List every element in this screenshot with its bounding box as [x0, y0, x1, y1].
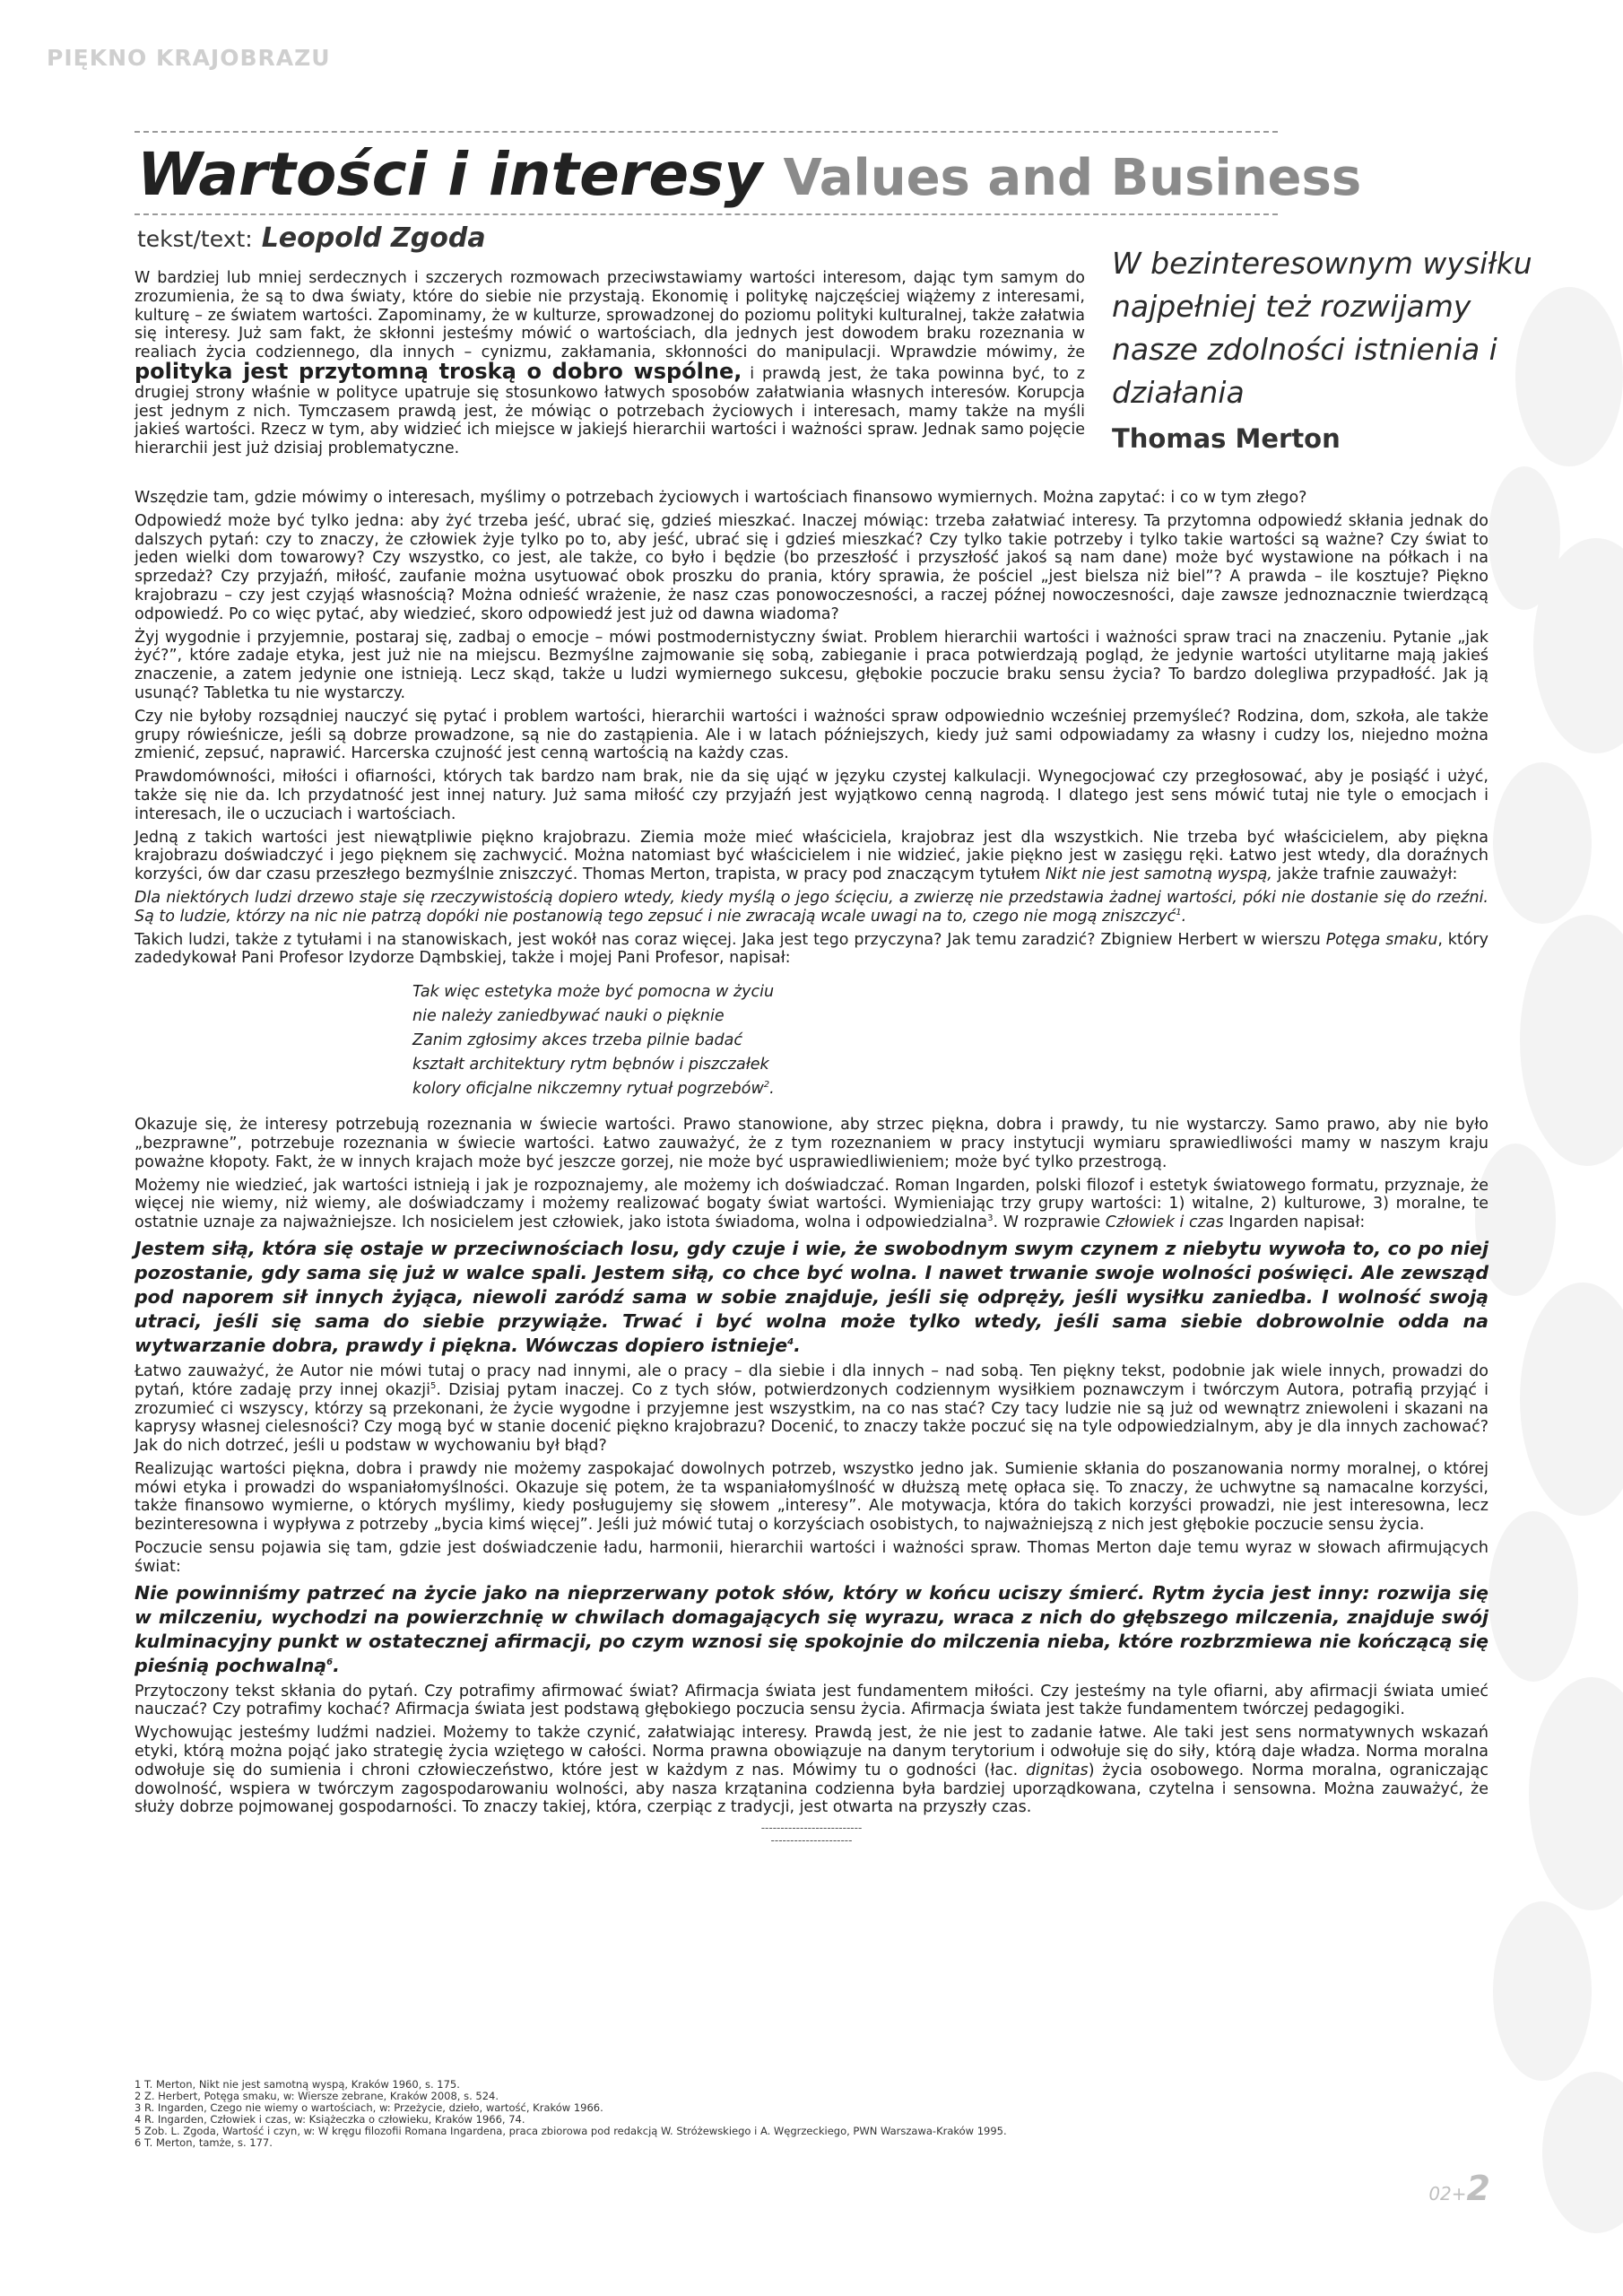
poem-line: Tak więc estetyka może być pomocna w życiu: [412, 983, 775, 1002]
footnote: 4 R. Ingarden, Człowiek i czas, w: Książeczka o człowieku, Kraków 1966, 74.: [135, 2113, 525, 2126]
article-body: [135, 489, 1488, 1847]
poem-line: Zanim zgłosimy akces trzeba pilnie badać: [412, 1031, 742, 1050]
page-number: [1428, 2169, 1490, 2208]
footnote-ref: 6: [326, 1657, 334, 1667]
byline-label: tekst/text:: [137, 226, 253, 252]
body-paragraph: [135, 931, 1488, 969]
body-paragraph: Prawdomówności, miłości i ofiarności, których tak bardzo nam brak, nie da się ująć w języku czystej kalkulacji. Wynegocjować czy przegłosować, aby je posiąść i użyć, także się nie da. Ich przydatność jest innej natury. Już sama miłość czy przyjaźń jest wyjątkowo cenną nagrodą. I dlatego jest sens mówić tutaj nie tyle o emocjach i interesach, ile o uczuciach i wartościach.: [135, 768, 1488, 823]
epigraph-author: Thomas Merton: [1112, 423, 1341, 454]
footnote: 1 T. Merton, Nikt nie jest samotną wyspą, Kraków 1960, s. 175.: [135, 2078, 460, 2091]
footnote: 5 Zob. L. Zgoda, Wartość i czyn, w: W kręgu filozofii Romana Ingardena, praca zbiorowa pod redakcją W. Stróżewskiego i A. Węgrzeckiego, PWN Warszawa-Kraków 1995.: [135, 2125, 1007, 2137]
intro-text-a: W bardziej lub mniej serdecznych i szczerych rozmowach przeciwstawiamy wartości interesom, dając tym samym do zrozumienia, że są to dwa światy, które do siebie nie przystają. Ekonomię i politykę najczęściej wiążemy z interesami, kulturę – ze światem wartości. Zapominamy, że w kulturze, sprowadzonej do poziomu polityki kulturalnej, także załatwia się interesy. Już sam fakt, że skłonni jesteśmy mówić o wartościach, dla jednych jest dowodem braku rozeznania w realiach życia codziennego, dla innych – cynizmu, zakłamania, skłonności do manipulacji. Wprawdzie mówimy, że: [135, 269, 1085, 362]
body-paragraph: Przytoczony tekst skłania do pytań. Czy potrafimy afirmować świat? Afirmacja świata jest fundamentem miłości. Czy jesteśmy na tyle ofiarni, aby afirmacji świata umieć nauczać? Czy potrafimy kochać? Afirmacja świata jest podstawą głębokiego poczucia sensu życia. Afirmacja świata jest także fundamentem twórczej pedagogiki.: [135, 1682, 1488, 1719]
byline-author: Leopold Zgoda: [261, 222, 486, 254]
footnote: 2 Z. Herbert, Potęga smaku, w: Wiersze zebrane, Kraków 2008, s. 524.: [135, 2090, 499, 2102]
intro-text-b: i prawdą jest, że taka powinna być, to z drugiej strony właśnie w polityce upatruje się stosunkowo łatwych sposobów załatwiania własnych interesów. Korupcja jest jednym z nich. Tymczasem prawdą jest, że mówiąc o potrzebach życiowych i interesach, mamy także na myśli jakieś wartości. Rzecz w tym, aby widzieć ich miejsce w jakiejś hierarchii wartości i ważności spraw. Jednak samo pojęcie hierarchii jest już dzisiaj problematyczne.: [135, 364, 1085, 458]
end-rule: -------------------------- ---------------------: [760, 1822, 863, 1848]
quote-text: Dla niektórych ludzi drzewo staje się rzeczywistością dopiero wtedy, kiedy myślą o jego ścięciu, a zwierzę nie przedstawia żadnej wartości, póki nie dostanie się do rzeźni. Są to ludzie, którzy na nic nie patrzą dopóki nie postanowią tego zepsuć i nie zwracają wcale uwagi na to, czego nie mogą zniszczyć: [135, 888, 1488, 926]
text-span: Możemy nie wiedzieć, jak wartości istnieją i jak je rozpoznajemy, ale możemy ich doświadczać. Roman Ingarden, polski filozof i estetyk światowego formatu, przyznaje, że więcej nie wiemy, niż wiemy, ale doświadczamy i możemy realizować bogaty świat wartości. Wymieniając trzy grupy wartości: 1) witalne, 2) kulturowe, 3) moralne, te ostatnie uznaje za najważniejsze. Ich nosicielem jest człowiek, jako istota świadoma, wolna i odpowiedzialna: [135, 1176, 1488, 1232]
text-span: . W rozprawie: [993, 1213, 1101, 1232]
intro-paragraph: [135, 269, 1085, 458]
body-paragraph: [135, 1724, 1488, 1817]
quote-text: Nie powinniśmy patrzeć na życie jako na nieprzerwany potok słów, który w końcu uciszy śmierć. Rytm życia jest inny: rozwija się w milczeniu, wychodzi na powierzchnię w chwilach domagających się wyrazu, wraca z nich do głębszego milczenia, znajduje swój kulminacyjny punkt w ostatecznej afirmacji, po czym wznosi się spokojnie do milczenia nieba, które rozbrzmiewa nie kończącą się pieśnią pochwalną: [135, 1581, 1488, 1676]
body-paragraph: [135, 829, 1488, 884]
running-head: PIĘKNO KRAJOBRAZU: [47, 45, 331, 71]
title-english: Values and Business: [783, 149, 1362, 207]
body-paragraph: Czy nie byłoby rozsądniej nauczyć się pytać i problem wartości, hierarchii wartości i ważności spraw odpowiednio wcześniej przemyśleć? Rodzina, dom, szkoła, ale także grupy rówieśnicze, jeśli są dobrze prowadzone, są nie do zastąpienia. Ale i w latach późniejszych, kiedy już sami odpowiadamy za własny i cudzy los, niejedno można zmienić, zepsuć, naprawić. Harcerska czujność jest cenną wartością na każdy czas.: [135, 707, 1488, 763]
footnote: 6 T. Merton, tamże, s. 177.: [135, 2136, 273, 2149]
text-span: . Dzisiaj pytam inaczej. Co z tych słów, potwierdzonych codziennym wysiłkiem poznawczym i twórczym Autora, potrafią przyjąć i zrozumieć ci wszyscy, którzy są przekonani, że życie wygodne i przyjemne jest wszystkim, na co nas stać? Czy tacy ludzie nie są już od wewnątrz zniewoleni i skazani na kaprysy własnej cielesności? Czy mogą być w stanie docenić piękno krajobrazu? Docenić, to znaczy także poczuć się na tyle odpowiedzialnym, aby je dla innych zachować? Jak do nich dotrzeć, jeśli u podstaw w wychowaniu był błąd?: [135, 1380, 1489, 1456]
text-span: , który zadedykował Pani Profesor Izydorze Dąmbskiej, także i mojej Pani Profesor, napisał:: [135, 930, 1488, 968]
poem-line-text: kolory oficjalne nikczemny rytuał pogrzebów: [412, 1080, 764, 1099]
poem-line: nie należy zaniedbywać nauki o pięknie: [412, 1007, 725, 1026]
text-span: Wychowując jesteśmy ludźmi nadziei. Możemy to także czynić, załatwiając interesy. Prawdą jest, że nie jest to zadanie łatwe. Ale taki jest sens normatywnych wskazań etyki, którą można pojąć jako strategię życia wziętego w całości. Norma prawna obowiązuje na danym terytorium i odwołuje się do siły, którą daje władza. Norma moralna odwołuje się do sumienia i chroni człowieczeństwo, które jest w każdym z nas. Mówimy tu o godności (łac.: [135, 1724, 1488, 1779]
body-paragraph: [135, 1177, 1488, 1232]
footnote-ref: 1: [1176, 907, 1182, 918]
book-title: Nikt nie jest samotną wyspą,: [1045, 865, 1272, 884]
body-paragraph: Poczucie sensu pojawia się tam, gdzie jest doświadczenie ładu, harmonii, hierarchii wartości i ważności spraw. Thomas Merton daje temu wyraz w słowach afirmujących świat:: [135, 1539, 1488, 1576]
poem-title: Potęga smaku: [1325, 930, 1438, 949]
body-paragraph: Żyj wygodnie i przyjemnie, postaraj się, zadbaj o emocje – mówi postmodernistyczny świat. Problem hierarchii wartości i ważności spraw traci na znaczeniu. Pytanie „jak żyć?”, które zadaje etyka, jest już nie na miejscu. Bezmyślne zajmowanie się sobą, zabieganie i praca potwierdzają pogląd, że jedynie wartości utylitarne mają jakieś znaczenie, a zatem jedynie one istnieją. Lecz skąd, także u ludzi wymiernego sukcesu, głębokie poczucie braku sensu życia? To bardzo dolegliwa przypadłość. Jak ją usunąć? Tabletka tu nie wystarczy.: [135, 628, 1488, 702]
footnote-ref: 5: [430, 1380, 437, 1391]
article-title: [137, 142, 1361, 212]
footnote: 3 R. Ingarden, Czego nie wiemy o wartościach, w: Przeżycie, dzieło, wartość, Kraków 1966.: [135, 2101, 603, 2114]
book-title: Człowiek i czas: [1105, 1213, 1224, 1232]
footnote-ref: 2: [763, 1080, 770, 1091]
page-number-big: 2: [1466, 2169, 1490, 2208]
text-span: Ingarden napisał:: [1228, 1213, 1366, 1232]
footnotes: [135, 2079, 1211, 2149]
poem-line-last: kolory oficjalne nikczemny rytuał pogrzebów$^2$.: [412, 1080, 775, 1099]
latin-term: dignitas: [1025, 1761, 1089, 1779]
text-span: Łatwo zauważyć, że Autor nie mówi tutaj o pracy nad innymi, ale o pracy – dla siebie i dla innych – nad sobą. Ten piękny tekst, podobnie jak wiele innych, prowadzi do pytań, które zadaję przy innej okazji: [135, 1361, 1488, 1399]
body-paragraph: [135, 1362, 1488, 1456]
herbert-poem: [412, 980, 1488, 1101]
body-paragraph: Wszędzie tam, gdzie mówimy o interesach, myślimy o potrzebach życiowych i wartościach finansowo wymiernych. Można zapytać: i co w tym złego?: [135, 489, 1307, 507]
poem-line: kształt architektury rytm bębnów i piszczałek: [412, 1056, 769, 1074]
byline: [137, 222, 486, 254]
quote-text: Jestem siłą, która się ostaje w przeciwnościach losu, gdy czuje i wie, że swobodnym swym czynem z niebytu wywoła to, co po niej pozostanie, gdy sama się już w walce spali. Jestem siłą, co chce być wolna. I nawet trwanie swoje wolności poświęci. Ale zewsząd pod naporem sił innych żyjąca, niewoli zaródź sama w sobie znajduje, jeśli się odpręży, jeśli wysiłku zaniedba. I wolność swoją utraci, jeśli się sama do siebie przywiąże. Trwać i być wolna może tylko wtedy, jeśli sama siebie dobrowolnie odda na wytwarzanie dobra, prawdy i piękna. Wówczas dopiero istnieje: [135, 1237, 1488, 1356]
merton-quote-1: Dla niektórych ludzi drzewo staje się rzeczywistością dopiero wtedy, kiedy myślą o jego ścięciu, a zwierzę nie przedstawia żadnej wartości, póki nie dostanie się do rzeźni. Są to ludzie, którzy na nic nie patrzą dopóki nie postanowią tego zepsuć i nie zwracają wcale uwagi na to, czego nie mogą zniszczyć$^1$.: [135, 888, 1488, 926]
intro-highlight: polityka jest przytomną troską o dobro wspólne,: [135, 358, 742, 384]
bottom-dashed-rule: [135, 213, 1278, 215]
ingarden-quote: Jestem siłą, która się ostaje w przeciwnościach losu, gdy czuje i wie, że swobodnym swym czynem z niebytu wywoła to, co po niej pozostanie, gdy sama się już w walce spali. Jestem siłą, co chce być wolna. I nawet trwanie swoje wolności poświęci. Ale zewsząd pod naporem sił innych żyjąca, niewoli zaródź sama w sobie znajduje, jeśli się odpręży, jeśli wysiłku zaniedba. I wolność swoją utraci, jeśli się sama do siebie przywiąże. Trwać i być wolna może tylko wtedy, jeśli sama siebie dobrowolnie odda na wytwarzanie dobra, prawdy i piękna. Wówczas dopiero istnieje$^4$.: [135, 1237, 1488, 1356]
intro-column: [135, 269, 1085, 463]
text-span: Jedną z takich wartości jest niewątpliwie piękno krajobrazu. Ziemia może mieć właściciela, krajobraz jest dla wszystkich. Nie trzeba być właścicielem, aby piękna krajobrazu doświadczyć i jego pięknem się zachwycić. Można natomiast być właścicielem i nie widzieć, jakie piękno jest w zasięgu ręki. Łatwo jest wtedy, dla doraźnych korzyści, ów dar czasu przeszłego bezmyślnie zniszczyć. Thomas Merton, trapista, w pracy pod znaczącym tytułem: [135, 828, 1488, 884]
body-paragraph: Odpowiedź może być tylko jedna: aby żyć trzeba jeść, ubrać się, gdzieś mieszkać. Inaczej mówiąc: trzeba załatwiać interesy. Ta przytomna odpowiedź skłania jednak do dalszych pytań: czy to znaczy, że człowiek żyje tylko po to, aby jeść, ubrać się i gdzieś mieszkać? Czy tylko takie potrzeby i tylko takie wartości są ważne? Czy świat to jeden wielki dom towarowy? Czy wszystko, co jest, ale także, co było i będzie (bo przeszłość i przyszłość jakoś są nam dane) może być wystawione na półkach i na sprzedaż? Czy przyjaźń, miłość, zaufanie można usytuować obok proszku do prania, który sprawia, że pościel „jest bielsza niż biel”? A prawda – ile kosztuje? Piękno krajobrazu – czy jest czyjąś własnością? Można odnieść wrażenie, że nasz czas ponowoczesności, a raczej późnej nowoczesności, daje zawsze jednoznacznie twierdzącą odpowiedź. Po co więc pytać, aby wiedzieć, skoro odpowiedź jest już od dawna wiadoma?: [135, 511, 1488, 623]
title-polish: Wartości i interesy: [137, 140, 763, 209]
top-dashed-rule: [135, 131, 1278, 133]
text-span: jakże trafnie zauważył:: [1277, 865, 1458, 884]
epigraph-text: W bezinteresownym wysiłku najpełniej też rozwijamy nasze zdolności istnienia i działania: [1112, 246, 1532, 410]
footnote-ref: 4: [787, 1337, 794, 1348]
merton-quote-2: Nie powinniśmy patrzeć na życie jako na nieprzerwany potok słów, który w końcu uciszy śmierć. Rytm życia jest inny: rozwija się w milczeniu, wychodzi na powierzchnię w chwilach domagających się wyrazu, wraca z nich do głębszego milczenia, znajduje swój kulminacyjny punkt w ostatecznej afirmacji, po czym wznosi się spokojnie do milczenia nieba, które rozbrzmiewa nie kończącą się pieśnią pochwalną$^6$.: [135, 1581, 1488, 1676]
body-paragraph: Okazuje się, że interesy potrzebują rozeznania w świecie wartości. Prawo stanowione, aby strzec piękna, dobra i prawdy, tu nie wystarczy. Samo prawo, aby nie było „bezprawne”, potrzebuje rozeznania w świecie wartości. Łatwo zauważyć, że z tym rozeznaniem w pracy instytucji wymiaru sprawiedliwości mamy w naszym kraju poważne kłopoty. Fakt, że w innych krajach może być jeszcze gorzej, nie może być usprawiedliwieniem; może być tylko przestrogą.: [135, 1116, 1488, 1171]
footnote-ref: 3: [987, 1213, 994, 1224]
epigraph-box: [1112, 242, 1533, 454]
body-paragraph: Realizując wartości piękna, dobra i prawdy nie możemy zaspokajać dowolnych potrzeb, wszystko jedno jak. Sumienie skłania do poszanowania normy moralnej, o której mówi etyka i prowadzi do wspaniałomyślności. Okazuje się potem, że ta wspaniałomyślność w dłuższą metę opłaca się. To znaczy, że uchwytne są namacalne korzyści, także finansowo wymierne, o których myślimy, kiedy posługujemy się słowem „interesy”. Ale motywacja, która do takich korzyści prowadzi, nie jest interesowna, lecz bezinteresowna i wypływa z potrzeby „bycia kimś więcej”. Jeśli już mówić tutaj o korzyściach osobistych, to najważniejszą z nich jest głębokie poczucie sensu życia.: [135, 1459, 1488, 1535]
text-span: Takich ludzi, także z tytułami i na stanowiskach, jest wokół nas coraz więcej. Jaka jest tego przyczyna? Jak temu zaradzić? Zbigniew Herbert w wierszu: [135, 930, 1321, 949]
text-span: ) życia osobowego. Norma moralna, ograniczając dowolność, wspiera w twórczym zagospodarowaniu wolności, aby nasza krzątanina codzienna była bardziej uporządkowana, czytelna i sensowna. Można zauważyć, że służy dobrze pojmowanej gospodarności. To znaczy takiej, która, czerpiąc z tradycji, jest otwarta na przyszły czas.: [135, 1761, 1488, 1817]
page-number-small: 02+: [1428, 2183, 1467, 2205]
